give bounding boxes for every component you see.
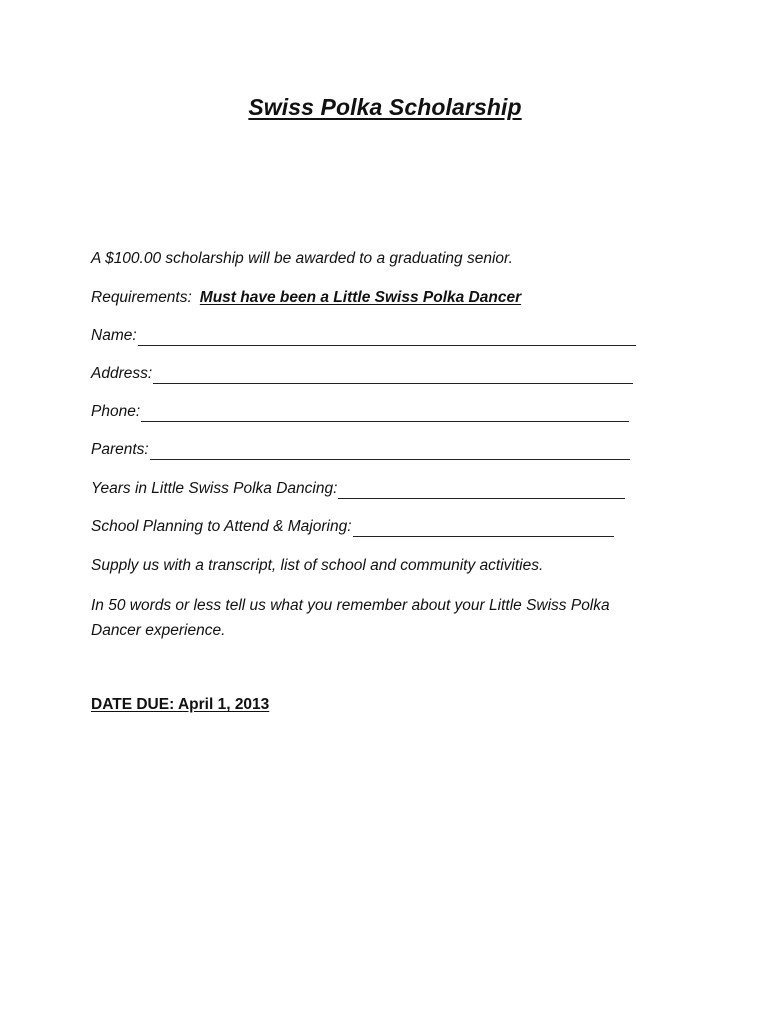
page-title: Swiss Polka Scholarship (248, 94, 522, 120)
years-label: Years in Little Swiss Polka Dancing: (91, 480, 338, 497)
address-label: Address: (91, 365, 153, 382)
phone-label: Phone: (91, 403, 141, 420)
phone-blank-line[interactable] (141, 405, 629, 422)
date-due: DATE DUE: April 1, 2013 (91, 696, 270, 713)
parents-blank-line[interactable] (150, 443, 630, 460)
parents-field (91, 440, 630, 460)
address-field (91, 364, 633, 384)
name-label: Name: (91, 327, 137, 344)
address-blank-line[interactable] (153, 367, 633, 384)
parents-label: Parents: (91, 441, 149, 458)
name-blank-line[interactable] (138, 329, 636, 346)
supply-instructions: Supply us with a transcript, list of school and community activities. (91, 557, 544, 574)
phone-field (91, 402, 629, 422)
requirements-label: Requirements: (91, 289, 192, 306)
school-blank-line[interactable] (353, 520, 614, 537)
intro-text: A $100.00 scholarship will be awarded to a graduating senior. (91, 250, 513, 267)
name-field (91, 326, 636, 346)
school-field (91, 517, 614, 537)
essay-prompt: In 50 words or less tell us what you remember about your Little Swiss Polka Dancer experience. (91, 597, 610, 639)
requirements-value: Must have been a Little Swiss Polka Dancer (199, 289, 522, 306)
years-field (91, 479, 625, 499)
requirements-line (91, 288, 521, 308)
years-blank-line[interactable] (338, 482, 625, 499)
school-label: School Planning to Attend & Majoring: (91, 518, 352, 535)
